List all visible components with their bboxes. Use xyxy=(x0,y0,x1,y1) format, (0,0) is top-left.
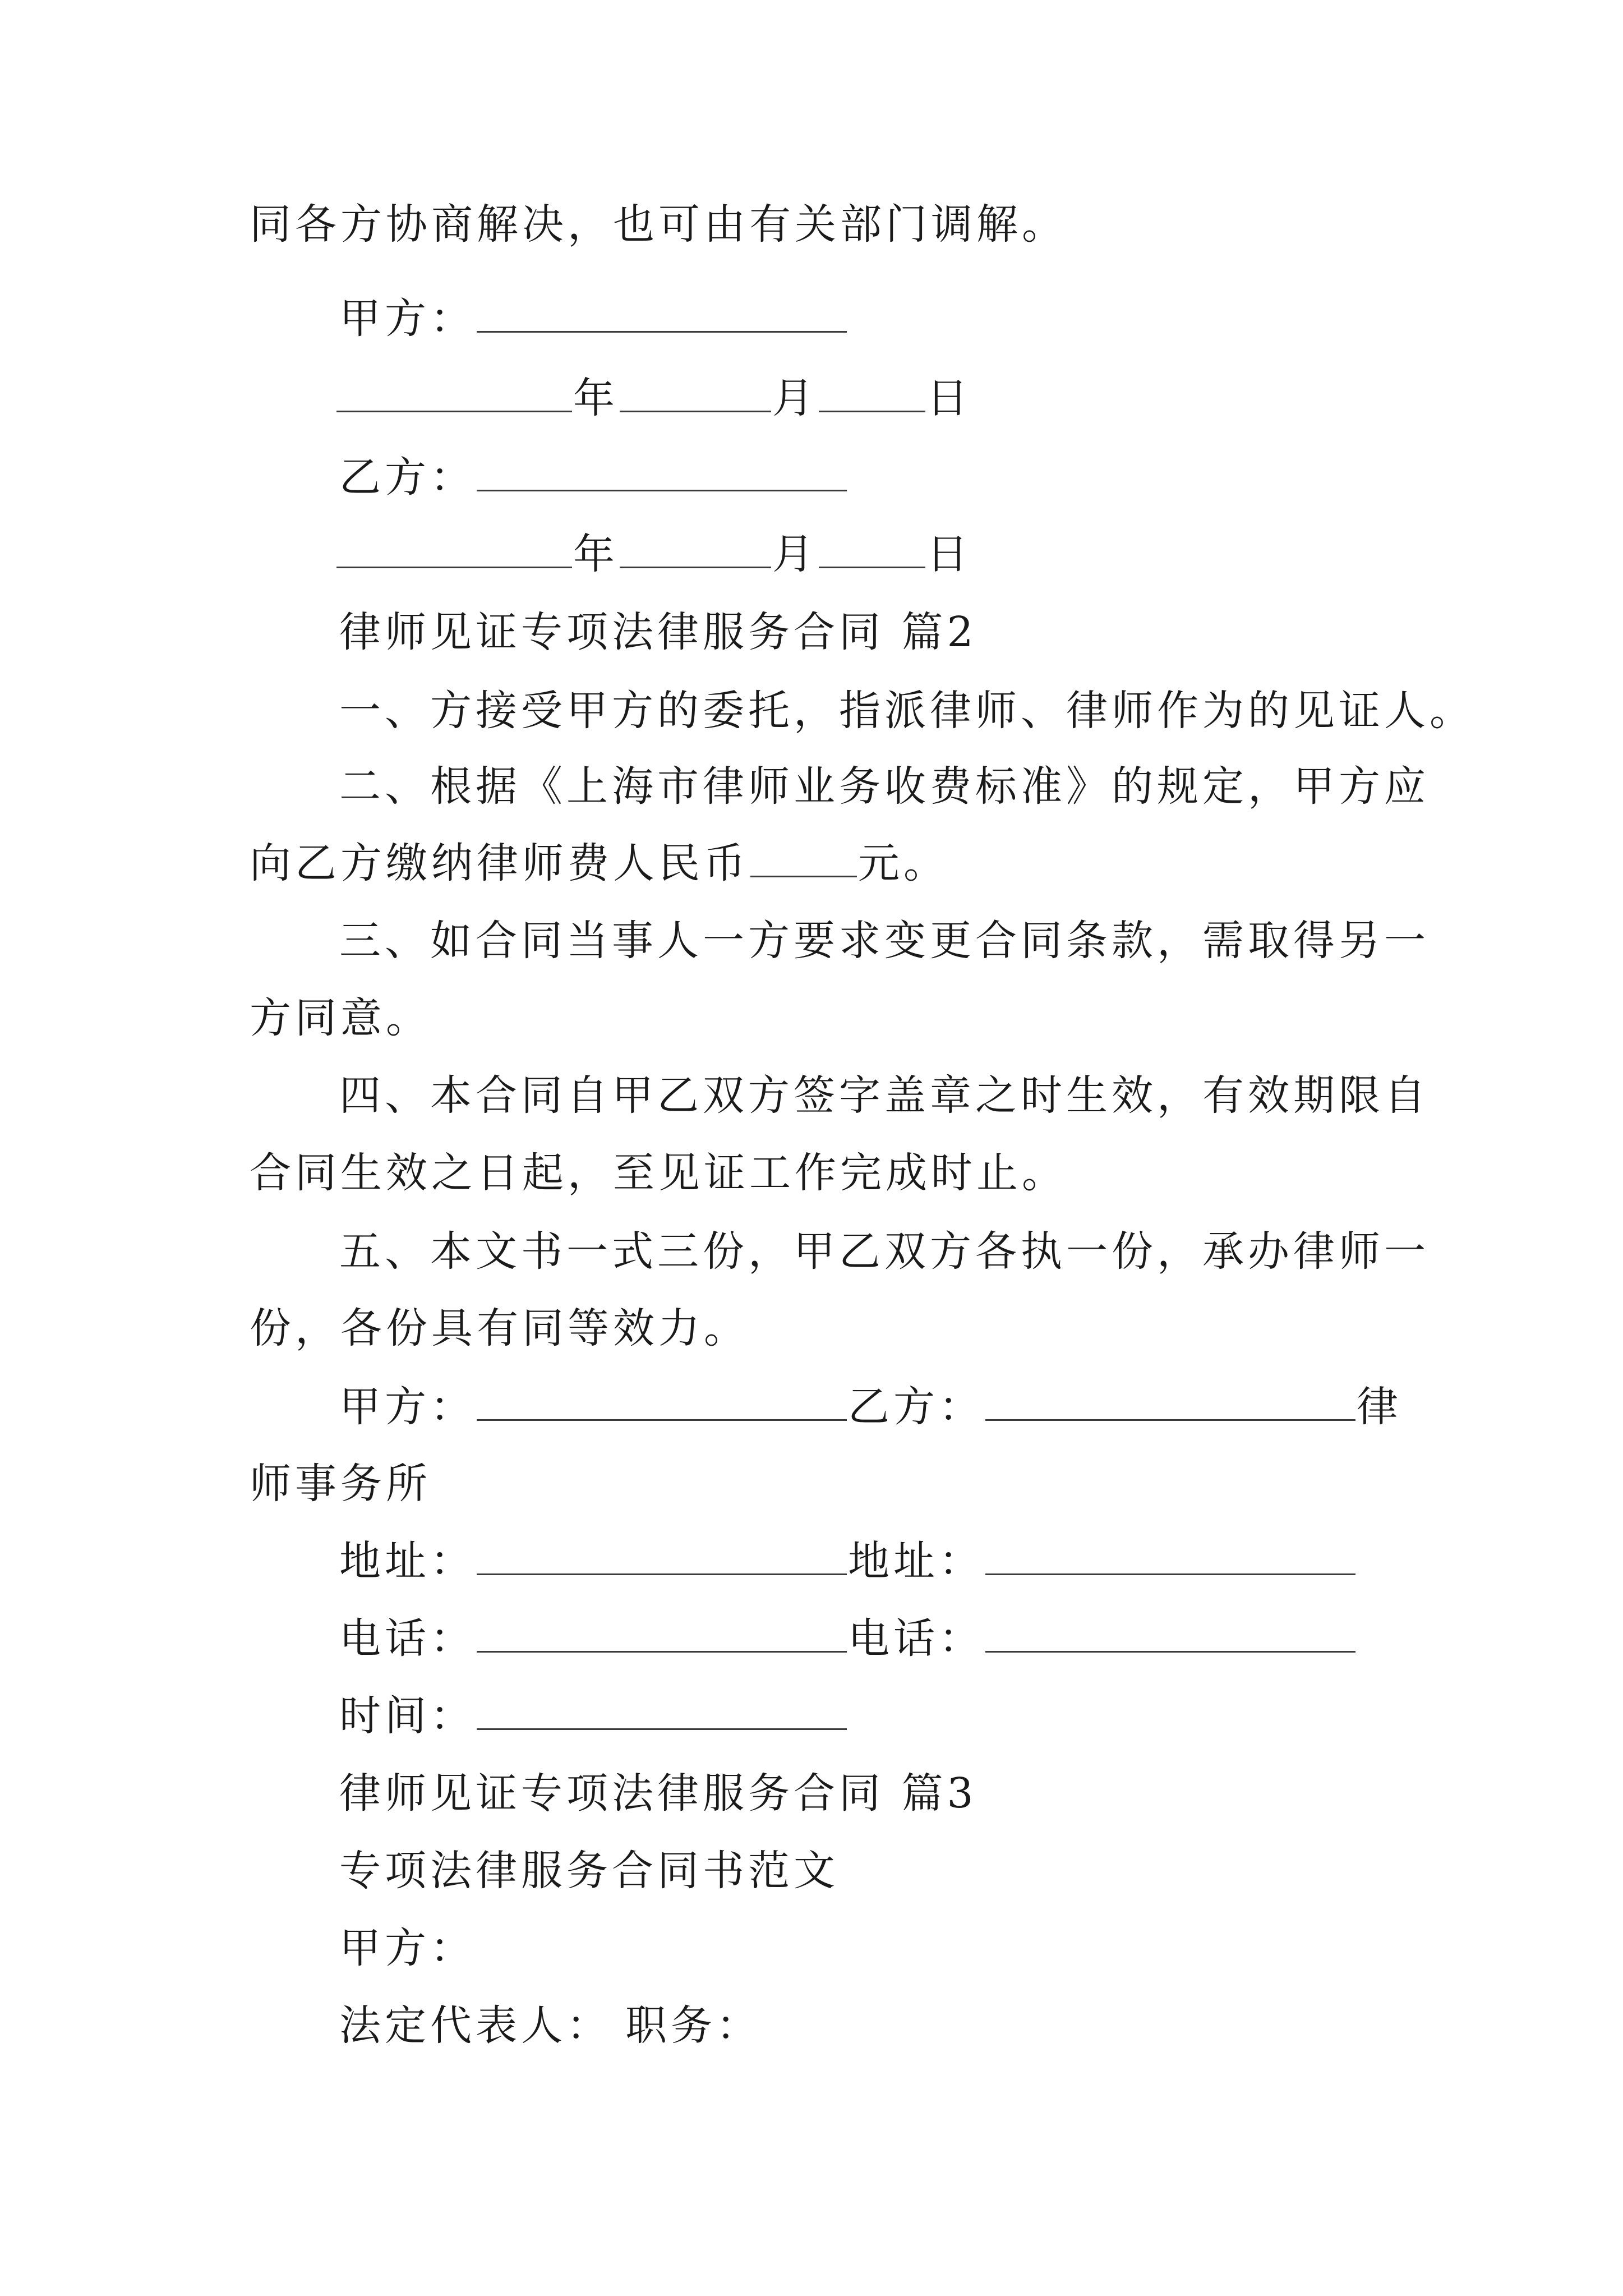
party-b-label: 乙方： xyxy=(339,453,476,501)
paragraph-text: 三、如合同当事人一方要求变更合同条款，需取得另一 xyxy=(339,917,1430,965)
text-line xyxy=(339,910,1430,972)
paragraph-text: 师事务所 xyxy=(250,1460,431,1508)
day-blank xyxy=(819,534,925,568)
month-label: 月 xyxy=(772,530,818,578)
party-b-blank xyxy=(477,457,847,491)
party-b-blank xyxy=(985,1387,1355,1421)
paragraph-text: 元。 xyxy=(858,839,949,887)
phone-label: 电话： xyxy=(848,1614,984,1663)
section-heading xyxy=(339,1763,978,1824)
party-b-line xyxy=(339,447,848,508)
text-line xyxy=(250,194,1067,255)
day-blank xyxy=(819,378,925,412)
year-blank xyxy=(336,378,572,412)
position-label: 职务： xyxy=(625,2001,762,2050)
year-label: 年 xyxy=(573,530,619,578)
time-label: 时间： xyxy=(339,1692,476,1740)
date-line xyxy=(335,367,972,429)
day-label: 日 xyxy=(926,374,972,422)
text-line xyxy=(250,1453,431,1515)
phone-line xyxy=(339,1608,1357,1669)
time-blank xyxy=(477,1696,847,1730)
legal-rep-label: 法定代表人： xyxy=(339,2001,612,2050)
party-a-blank xyxy=(477,1387,847,1421)
text-line xyxy=(339,1917,476,1979)
text-line xyxy=(250,1142,1067,1204)
day-label: 日 xyxy=(926,530,972,578)
address-label: 地址： xyxy=(339,1537,476,1585)
fee-blank xyxy=(750,843,857,877)
text-line xyxy=(250,987,431,1049)
paragraph-text: 方同意。 xyxy=(250,994,431,1042)
text-line xyxy=(339,1995,762,2056)
text-line xyxy=(339,1065,1430,1126)
phone-label: 电话： xyxy=(339,1614,476,1663)
party-a-blank xyxy=(477,298,847,333)
paragraph-text: 二、根据《上海市律师业务收费标准》的规定，甲方应 xyxy=(339,762,1430,811)
month-blank xyxy=(620,534,771,568)
paragraph-text: 同各方协商解决，也可由有关部门调解。 xyxy=(250,200,1067,249)
text-line xyxy=(339,1221,1430,1282)
section-heading-text: 律师见证专项法律服务合同 篇3 xyxy=(339,1769,978,1818)
paragraph-text: 甲方： xyxy=(339,1924,476,1972)
party-b-label: 乙方： xyxy=(848,1383,984,1431)
section-heading xyxy=(339,601,978,663)
party-a-label: 甲方： xyxy=(339,295,476,343)
address-blank xyxy=(985,1541,1355,1575)
month-label: 月 xyxy=(772,374,818,422)
party-a-label: 甲方： xyxy=(339,1383,476,1431)
year-label: 年 xyxy=(573,374,619,422)
paragraph-text: 律 xyxy=(1357,1383,1402,1431)
paragraph-text: 合同生效之日起，至见证工作完成时止。 xyxy=(250,1149,1067,1197)
year-blank xyxy=(336,534,572,568)
text-line xyxy=(339,1840,839,1902)
paragraph-text: 向乙方缴纳律师费人民币 xyxy=(250,839,749,887)
address-line xyxy=(339,1530,1357,1592)
section-heading-text: 律师见证专项法律服务合同 篇2 xyxy=(339,608,978,656)
address-label: 地址： xyxy=(848,1537,984,1585)
address-blank xyxy=(477,1541,847,1575)
paragraph-text: 一、方接受甲方的委托，指派律师、律师作为的见证人。 xyxy=(339,687,1475,735)
text-line xyxy=(250,1297,749,1359)
phone-blank xyxy=(477,1618,847,1653)
paragraph-text: 份，各份具有同等效力。 xyxy=(250,1304,749,1352)
fee-line xyxy=(250,832,949,894)
paragraph-text: 五、本文书一式三份，甲乙双方各执一份，承办律师一 xyxy=(339,1227,1430,1276)
time-line xyxy=(339,1685,848,1747)
text-line xyxy=(339,680,1475,742)
phone-blank xyxy=(985,1618,1355,1653)
month-blank xyxy=(620,378,771,412)
party-a-line xyxy=(339,288,848,349)
text-line xyxy=(339,756,1430,817)
paragraph-text: 专项法律服务合同书范文 xyxy=(339,1847,839,1895)
paragraph-text: 四、本合同自甲乙双方签字盖章之时生效，有效期限自 xyxy=(339,1071,1430,1120)
signature-line xyxy=(339,1376,1402,1438)
date-line xyxy=(335,523,972,585)
